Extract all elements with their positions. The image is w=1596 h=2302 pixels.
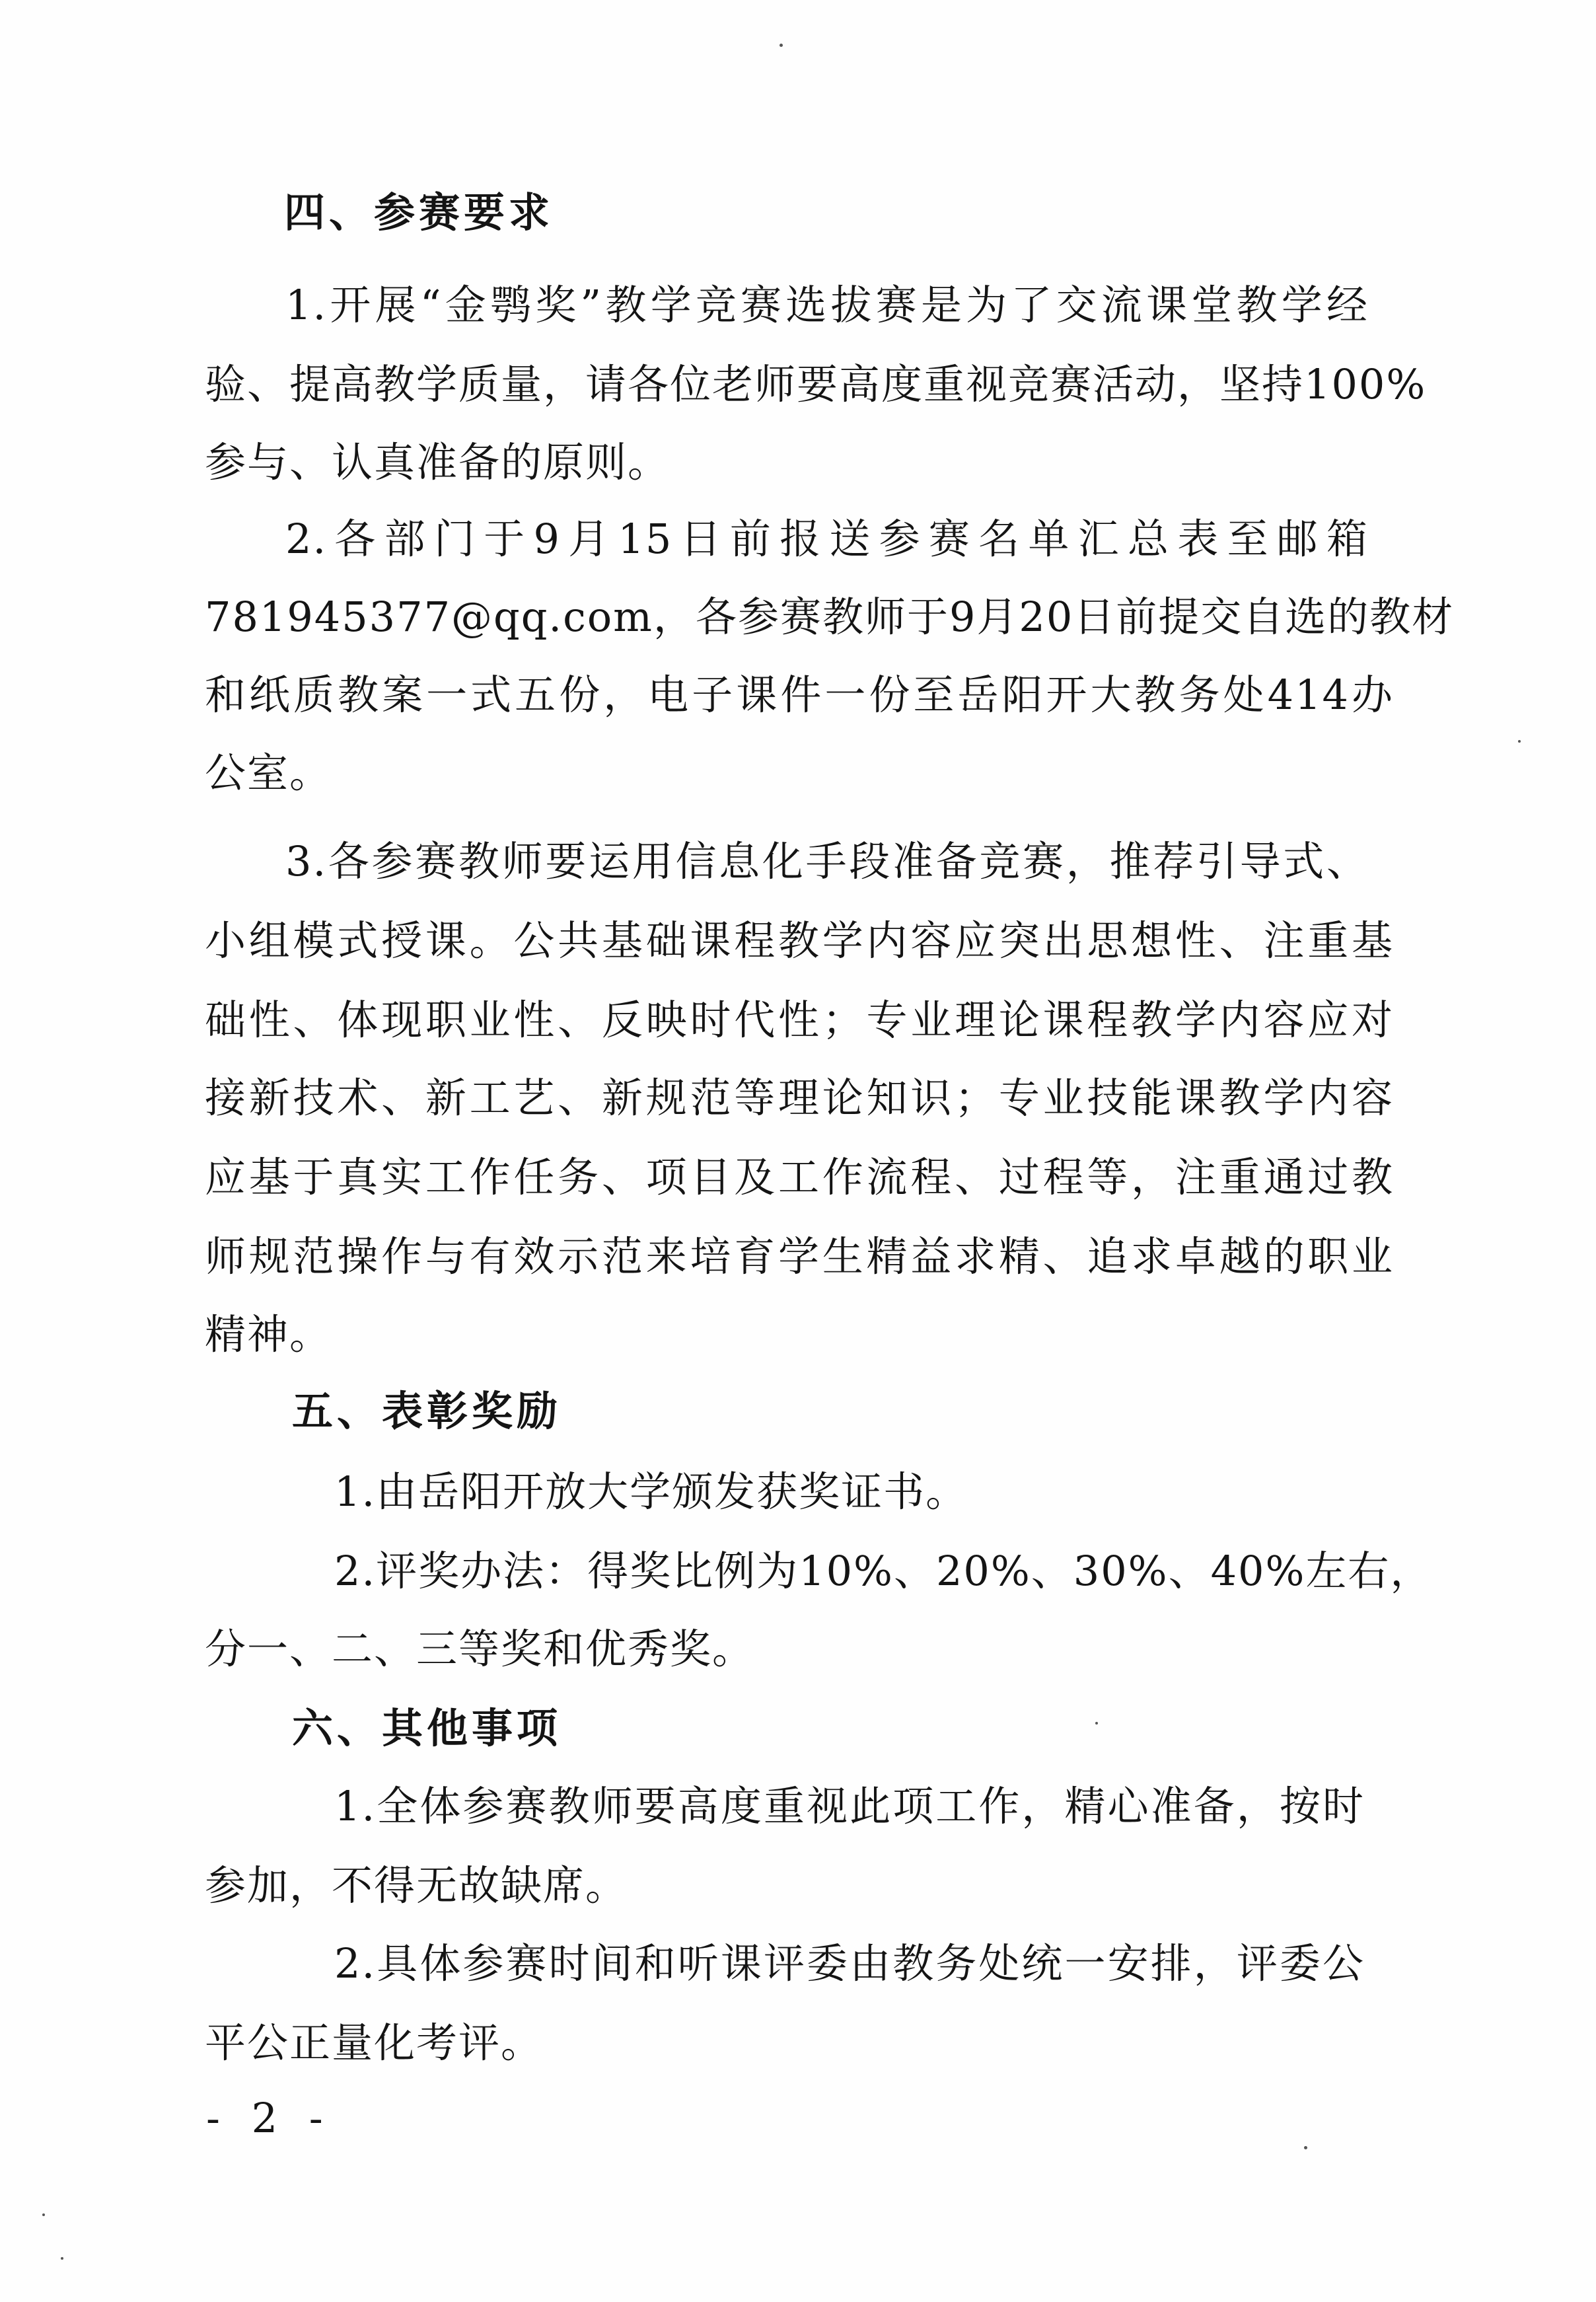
paragraph-line: 公室。	[205, 749, 332, 797]
paragraph-line: 验、提高教学质量，请各位老师要高度重视竞赛活动，坚持100%	[205, 360, 1427, 408]
scan-speck	[1518, 740, 1521, 743]
scan-speck	[1304, 2146, 1307, 2149]
scan-speck	[1095, 1722, 1098, 1725]
paragraph-line: 分一、二、三等奖和优秀奖。	[205, 1625, 755, 1673]
paragraph-line: 应基于真实工作任务、项目及工作流程、过程等，注重通过教	[205, 1153, 1394, 1201]
paragraph-line: 1.开展“金鹗奖”教学竞赛选拔赛是为了交流课堂教学经	[285, 281, 1369, 329]
paragraph-line: 781945377@qq.com，各参赛教师于9月20日前提交自选的教材	[205, 593, 1455, 641]
paragraph-line: 参与、认真准备的原则。	[205, 438, 671, 486]
paragraph-line: 参加，不得无故缺席。	[205, 1861, 628, 1910]
scan-speck	[61, 2257, 63, 2260]
paragraph-line: 平公正量化考评。	[205, 2019, 544, 2067]
paragraph-line: 和纸质教案一式五份，电子课件一份至岳阳开大教务处414办	[205, 671, 1394, 719]
scan-speck	[780, 44, 783, 47]
section-heading-6: 六、其他事项	[292, 1704, 562, 1752]
paragraph-line: 1.全体参赛教师要高度重视此项工作，精心准备，按时	[334, 1782, 1365, 1830]
paragraph-line: 1.由岳阳开放大学颁发获奖证书。	[334, 1467, 968, 1516]
paragraph-line: 师规范操作与有效示范来培育学生精益求精、追求卓越的职业	[205, 1232, 1394, 1281]
section-heading-4: 四、参赛要求	[284, 188, 554, 237]
paragraph-line: 小组模式授课。公共基础课程教学内容应突出思想性、注重基	[205, 916, 1394, 965]
paragraph-line: 精神。	[205, 1310, 332, 1358]
paragraph-line: 2.具体参赛时间和听课评委由教务处统一安排，评委公	[334, 1939, 1365, 1987]
page-number: - 2 -	[206, 2094, 332, 2142]
paragraph-line: 2.评奖办法：得奖比例为10%、20%、30%、40%左右，	[334, 1547, 1433, 1595]
paragraph-line: 接新技术、新工艺、新规范等理论知识；专业技能课教学内容	[205, 1074, 1394, 1122]
paragraph-line: 础性、体现职业性、反映时代性；专业理论课程教学内容应对	[205, 996, 1394, 1044]
scan-speck	[42, 2213, 45, 2216]
section-heading-5: 五、表彰奖励	[292, 1387, 562, 1435]
paragraph-line: 3.各参赛教师要运用信息化手段准备竞赛，推荐引导式、	[285, 837, 1369, 885]
paragraph-line: 2.各部门于9月15日前报送参赛名单汇总表至邮箱	[285, 515, 1369, 563]
